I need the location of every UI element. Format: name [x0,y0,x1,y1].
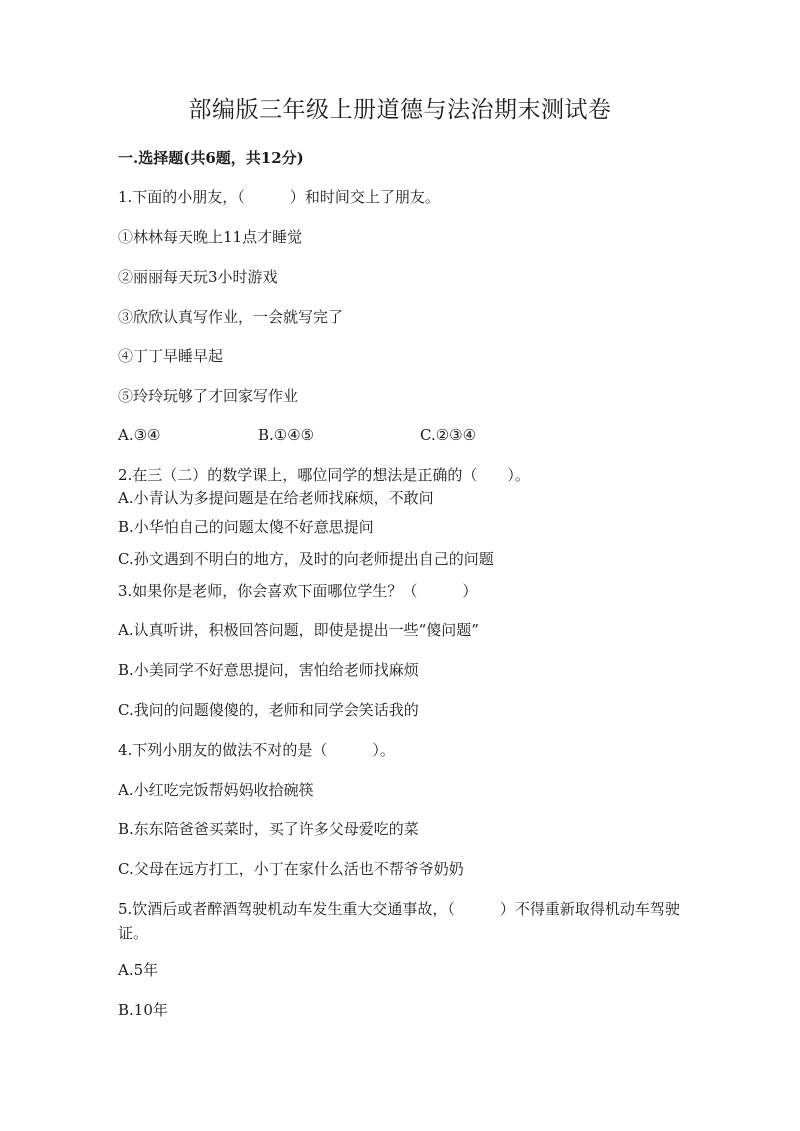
question-1-item-2: ②丽丽每天玩3小时游戏 [118,268,278,286]
question-1-stem: 1.下面的小朋友，（ ）和时间交上了朋友。 [118,188,440,206]
question-1-option-a: A.③④ [118,426,161,444]
question-2-stem: 2.在三（二）的数学课上，哪位同学的想法是正确的（ ）。 [118,466,530,484]
question-5-stem: 5.饮酒后或者醉酒驾驶机动车发生重大交通事故，（ ）不得重新取得机动车驾驶证。 [118,900,680,942]
question-2-option-a: A.小青认为多提问题是在给老师找麻烦，不敢问 [118,489,434,507]
section-heading: 一.选择题(共6题，共12分) [118,149,304,167]
question-3-stem: 3.如果你是老师，你会喜欢下面哪位学生？（ ） [118,582,478,600]
question-3-option-b: B.小美同学不好意思提问，害怕给老师找麻烦 [118,661,419,679]
question-1-item-4: ④丁丁早睡早起 [118,347,224,365]
question-4-option-b: B.东东陪爸爸买菜时，买了许多父母爱吃的菜 [118,820,419,838]
question-5-option-a: A.5年 [118,961,159,979]
question-2-option-b: B.小华怕自己的问题太傻不好意思提问 [118,518,374,536]
question-1-option-c: C.②③④ [420,426,477,444]
page-title: 部编版三年级上册道德与法治期末测试卷 [188,97,612,123]
question-5-option-b: B.10年 [118,1001,168,1019]
question-1-item-1: ①林林每天晚上11点才睡觉 [118,228,303,246]
question-1-item-3: ③欣欣认真写作业，一会就写完了 [118,308,344,326]
question-4-option-c: C.父母在远方打工，小丁在家什么活也不帮爷爷奶奶 [118,860,464,878]
question-1-item-5: ⑤玲玲玩够了才回家写作业 [118,387,299,405]
question-3-option-c: C.我问的问题傻傻的，老师和同学会笑话我的 [118,701,419,719]
question-3-option-a: A.认真听讲，积极回答问题，即使是提出一些“傻问题” [118,621,479,639]
question-4-option-a: A.小红吃完饭帮妈妈收拾碗筷 [118,781,314,799]
question-2-option-c: C.孙文遇到不明白的地方，及时的向老师提出自己的问题 [118,550,494,568]
question-1-option-b: B.①④⑤ [258,426,315,444]
question-4-stem: 4.下列小朋友的做法不对的是（ ）。 [118,741,395,759]
